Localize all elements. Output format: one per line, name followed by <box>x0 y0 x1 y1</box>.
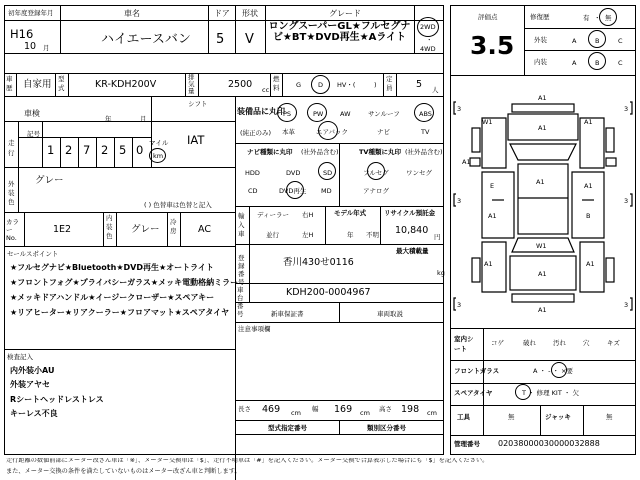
ac-value: AC <box>198 224 211 235</box>
navi-sd-circle <box>318 162 336 180</box>
diag-label-a1-rbumper: A1 <box>538 306 547 314</box>
diag-label-3-mr: 3 <box>624 197 629 205</box>
mileage-digit-5: 5 <box>119 143 127 157</box>
car-name-label: 車名 <box>124 9 140 18</box>
interior-b: B <box>595 59 600 67</box>
load-unit: kg <box>437 269 445 277</box>
tools-value: 無 <box>508 413 515 421</box>
int-color-value: グレー <box>131 224 160 235</box>
use-label: 車歴 <box>6 75 13 92</box>
sales-line-3: ★メッキドアハンドル★イージークローザー★スペアキー <box>10 293 215 302</box>
diag-label-a1-front: A1 <box>538 94 547 102</box>
fuel-label: 燃料 <box>273 75 280 92</box>
reg-month: 10 <box>24 41 37 52</box>
plate-value: 香川430せ0116 <box>283 257 354 268</box>
windshield-dash-circle <box>551 362 567 378</box>
diag-label-3-bl: 3 <box>457 301 462 309</box>
exterior-label: 外装 <box>534 36 547 44</box>
jack-label: ジャッキ <box>545 413 571 421</box>
fuel-g: G <box>296 81 302 89</box>
inspector-line-3: Rシートヘッドレストレス <box>10 395 104 404</box>
equip-ps-circle <box>277 103 297 122</box>
shape-value: V <box>245 32 254 47</box>
equip-abs: ABS <box>419 110 432 118</box>
seat-yabure: 破れ <box>523 339 536 347</box>
equip-aw: AW <box>340 110 351 118</box>
doors-value: 5 <box>216 32 225 47</box>
navi-sub: (社外品含む) <box>301 148 339 156</box>
navi-cd: CD <box>248 187 258 195</box>
diag-label-a1-rfender: A1 <box>584 118 593 126</box>
diag-label-3-ml: 3 <box>457 197 462 205</box>
model-year-unknown: 不明 <box>366 231 379 239</box>
mileage-digit-1: 1 <box>47 143 55 157</box>
import-left: 左H <box>302 231 314 239</box>
color-value: グレー <box>35 175 64 186</box>
import-parallel: 並行 <box>266 231 279 239</box>
interior-label: 内装 <box>534 58 547 66</box>
chassis-label: 車台番号 <box>237 286 244 318</box>
mileage-km-circle <box>149 148 166 163</box>
sales-line-1: ★フルセグナビ★Bluetooth★DVD再生★オートライト <box>10 263 214 272</box>
model-year-year: 年 <box>347 231 354 239</box>
diag-label-3-br: 3 <box>624 301 629 309</box>
tv-fullseg-circle <box>367 162 385 180</box>
spare-value: T ・ 修理 KIT ・ 欠 <box>522 389 579 397</box>
diag-label-a1-lslide: A1 <box>488 212 497 220</box>
navi-title: ナビ種類に丸印 <box>247 148 293 156</box>
warranty-new: 新車保証書 <box>271 310 304 318</box>
jack-value: 無 <box>606 413 613 421</box>
fuel-hv: HV・( <box>337 81 356 89</box>
plate-label: 登録番号 <box>238 254 245 286</box>
car-damage-diagram <box>452 88 634 326</box>
tv-oneseg: ワンセグ <box>406 169 432 177</box>
interior-a: A <box>572 59 577 67</box>
recycle-unit: 円 <box>434 233 441 241</box>
equip-leather: 本革 <box>282 128 295 136</box>
use-value: 自家用 <box>23 79 52 90</box>
mileage-label: 走行 <box>8 139 15 157</box>
fuel-close: ) <box>374 81 377 89</box>
diag-label-a1-hood: A1 <box>538 124 547 132</box>
import-right: 右H <box>302 211 314 219</box>
width-label: 幅 <box>312 405 319 413</box>
displacement-label: 排気量 <box>188 73 195 95</box>
navi-md: MD <box>321 187 332 195</box>
recycle-label: リサイクル預託金 <box>384 209 436 217</box>
tv-analog: アナログ <box>363 187 389 195</box>
tv-fullseg: フルセグ <box>363 169 389 177</box>
cc-unit: cc <box>262 86 270 94</box>
car-name: ハイエースバン <box>101 32 191 47</box>
shape-label: 形状 <box>242 9 258 18</box>
load-label: 最大積載量 <box>396 247 429 255</box>
inspector-line-4: キーレス不良 <box>10 409 58 418</box>
equip-pw: PW <box>313 110 324 118</box>
windshield-label: フロントガラス <box>454 367 500 375</box>
capacity-label: 定員 <box>386 75 393 92</box>
diag-label-a1-mirror: A1 <box>462 158 471 166</box>
drive-dot: ・ <box>426 36 433 44</box>
height-label: 高さ <box>379 405 392 413</box>
wear-no-circle <box>599 8 617 26</box>
sales-label: セールスポイント <box>7 250 59 258</box>
color-no-value: 1E2 <box>53 224 72 235</box>
color-no-label: カラーNo. <box>6 218 19 242</box>
exterior-b: B <box>595 37 600 45</box>
diag-label-a1-roof: A1 <box>536 178 545 186</box>
interior-b-circle <box>588 52 606 70</box>
diag-label-e-left: E <box>490 182 495 190</box>
navi-dvd: DVD <box>286 169 301 177</box>
manage-label: 管理番号 <box>454 440 480 448</box>
grade-value: ロングスーパーGL★フルセグナビ★BT★DVD再生★Aライト <box>268 21 411 43</box>
chassis-value: KDH200-0004967 <box>286 287 371 298</box>
reg-month-unit: 月 <box>43 44 50 52</box>
int-color-label: 内装色 <box>106 214 113 240</box>
diag-label-a1-rdoor: A1 <box>584 182 593 190</box>
drive-4wd: 4WD <box>420 45 436 53</box>
reg-year-label: 初年度登録年月 <box>8 9 54 17</box>
seat-yogore: 汚れ <box>553 339 566 347</box>
score-label: 評価点 <box>478 13 498 21</box>
wear-no: 無 <box>605 14 612 22</box>
mileage-digit-4: 2 <box>101 143 109 157</box>
recycle-value: 10,840 <box>395 225 429 236</box>
shift-label: シフト <box>188 100 208 108</box>
import-label: 輸入車 <box>238 212 245 238</box>
seat-koge: コゲ <box>491 339 504 347</box>
capacity-value: 5 <box>416 79 423 90</box>
equipment-label: 装備品に丸印 <box>237 107 285 116</box>
seat-kizu: キズ <box>607 339 620 347</box>
spare-t-circle <box>515 384 531 400</box>
length-unit: cm <box>291 409 301 417</box>
diag-label-w1-rear: W1 <box>536 242 547 250</box>
diag-label-a1-lrear: A1 <box>484 260 493 268</box>
seat-ana: 穴 <box>583 339 590 347</box>
memo-label: 記号 <box>27 130 40 138</box>
notes-label: 注意事項欄 <box>238 325 271 333</box>
length-label: 長さ <box>238 405 251 413</box>
mileage-digit-2: 2 <box>65 143 73 157</box>
model-spec-label: 型式指定番号 <box>268 424 307 432</box>
inspection-label: 車検 <box>24 109 40 118</box>
exterior-a: A <box>572 37 577 45</box>
inspector-label: 検査記入 <box>7 353 33 361</box>
fuel-d-circle <box>311 75 330 94</box>
diag-label-3-tl: 3 <box>457 105 462 113</box>
color-note: ( ) 色替車は色替と記入 <box>144 201 212 209</box>
drive-2wd: 2WD <box>420 23 436 31</box>
diag-label-w1-left: W1 <box>482 118 493 126</box>
diag-label-a1-gate: A1 <box>538 270 547 278</box>
inspector-line-1: 内外装小AU <box>10 366 55 375</box>
ac-label: 冷房 <box>170 218 177 235</box>
tv-title: TV種類に丸印 <box>359 148 401 156</box>
equip-tv: TV <box>421 128 430 136</box>
inspector-line-2: 外装アヤセ <box>10 380 50 389</box>
grade-label: グレード <box>329 9 361 18</box>
interior-seat-label: 室内シート <box>454 335 474 353</box>
height-unit: cm <box>427 409 437 417</box>
inspection-month-unit: 月 <box>140 115 147 123</box>
tv-sub: (社外品含む) <box>405 148 443 156</box>
warranty-manual: 車両取説 <box>377 310 403 318</box>
spare-label: スペアタイヤ <box>454 389 493 397</box>
navi-dvd-play: DVD再生 <box>279 187 307 195</box>
fuel-d: D <box>318 81 324 89</box>
equipment-sub: (純正のみ) <box>240 129 272 137</box>
tools-label: 工具 <box>457 413 470 421</box>
equip-sunroof: サンルーフ <box>368 110 400 118</box>
height-value: 198 <box>401 404 420 415</box>
footer-line-1: 走行距離の数値前部にメーター改ざん車は「※」、メーター交換車は「$」、走行不明車は「#」を記入ください。メーター交換で合算表示した場合にも「$」を記入ください。 <box>6 458 489 464</box>
equip-airbag-circle <box>318 121 338 140</box>
import-dealer: ディーラー <box>257 211 289 219</box>
class-spec-label: 類別区分番号 <box>367 424 406 432</box>
equip-navi: ナビ <box>377 128 390 136</box>
capacity-unit: 人 <box>432 86 439 94</box>
width-unit: cm <box>360 409 370 417</box>
navi-dvd-play-circle <box>286 181 304 199</box>
mileage-unit-mile: マイル <box>149 139 169 147</box>
exterior-b-circle <box>588 30 606 48</box>
inspection-year-unit: 年 <box>105 115 112 123</box>
displacement-value: 2500 <box>228 79 253 90</box>
era-year: H16 <box>10 27 34 41</box>
shift-value: IAT <box>187 133 205 147</box>
equip-pw-circle <box>307 103 327 122</box>
sales-line-2: ★フロントフォグ★プライバシーガラス★メッキ電動格納ミラー <box>10 278 239 287</box>
equip-airbag: エアバック <box>316 128 348 136</box>
model-value: KR-KDH200V <box>95 79 157 90</box>
wear-label: 修復歴 <box>530 13 550 21</box>
diag-label-a1-rrear: A1 <box>586 260 595 268</box>
width-value: 169 <box>334 404 353 415</box>
footer-line-2: また、メーター交換の条件を満たしていないものはメーター改ざん車と判断します。 <box>6 468 241 475</box>
length-value: 469 <box>262 404 281 415</box>
model-year-label: モデル年式 <box>334 209 367 217</box>
equip-ps: PS <box>283 110 292 118</box>
equip-abs-circle <box>414 103 434 122</box>
type-label: 型式 <box>58 75 65 92</box>
windshield-value: A ・ - ・ ×要 <box>533 367 574 375</box>
doors-label: ドア <box>214 9 230 18</box>
manage-value: 02038000030000032888 <box>498 439 600 448</box>
sales-line-4: ★リアヒーター★リアクーラー★フロアマット★スペアタイヤ <box>10 308 230 317</box>
mileage-unit-km: km <box>153 152 164 160</box>
drive-2wd-circle <box>417 17 439 37</box>
exterior-c: C <box>618 37 623 45</box>
diag-label-b-rslide: B <box>586 212 591 220</box>
wear-dot: ・ <box>594 14 601 22</box>
wear-yes: 有 <box>583 14 590 22</box>
interior-c: C <box>618 59 623 67</box>
navi-sd: SD <box>323 169 333 177</box>
navi-hdd: HDD <box>245 169 260 177</box>
score-value: 3.5 <box>470 31 515 60</box>
diag-label-3-tr: 3 <box>624 105 629 113</box>
mileage-digit-6: 0 <box>136 143 144 157</box>
color-label: 外装色 <box>8 180 15 206</box>
mileage-digit-3: 7 <box>83 143 91 157</box>
